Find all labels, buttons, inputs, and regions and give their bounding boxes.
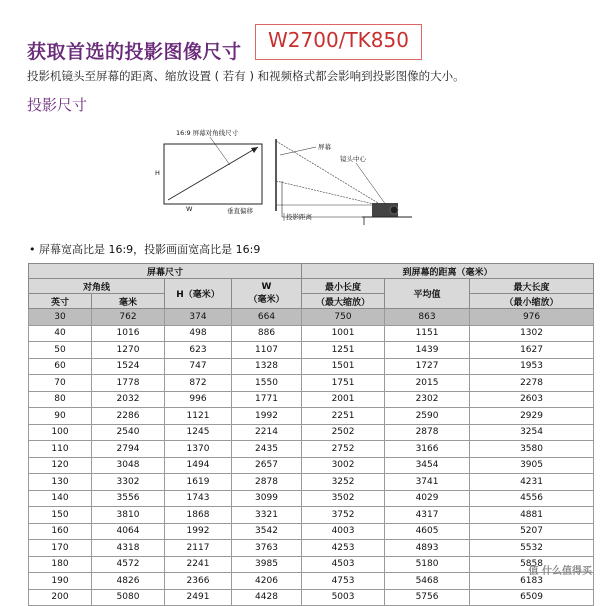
table-cell: 1524 [92, 358, 165, 375]
table-cell: 4572 [92, 556, 165, 573]
diag-leader-line [210, 137, 230, 165]
table-cell: 3556 [92, 490, 165, 507]
table-cell: 4318 [92, 540, 165, 557]
table-cell: 4003 [302, 523, 385, 540]
table-cell: 1001 [302, 325, 385, 342]
table-cell: 170 [29, 540, 92, 557]
table-cell: 2251 [302, 408, 385, 425]
table-cell: 1494 [165, 457, 232, 474]
table-cell: 4556 [470, 490, 594, 507]
table-cell: 190 [29, 573, 92, 590]
table-cell: 1501 [302, 358, 385, 375]
table-cell: 1751 [302, 375, 385, 392]
table-cell: 747 [165, 358, 232, 375]
table-cell: 2540 [92, 424, 165, 441]
table-row [29, 342, 594, 359]
section-subtitle: 投影尺寸 [27, 96, 88, 114]
table-cell: 150 [29, 507, 92, 524]
model-annotation-box [255, 24, 422, 60]
group-distance: 到屏幕的距离（毫米） [302, 264, 594, 279]
col-mm: 毫米 [92, 294, 165, 309]
table-cell: 3099 [232, 490, 302, 507]
table-cell: 3763 [232, 540, 302, 557]
table-cell: 4317 [385, 507, 470, 524]
table-row [29, 424, 594, 441]
table-cell: 1743 [165, 490, 232, 507]
screen-label: 屏幕 [318, 143, 331, 151]
table-cell: 3302 [92, 474, 165, 491]
table-row [29, 490, 594, 507]
table-row [29, 408, 594, 425]
table-row [29, 457, 594, 474]
table-row [29, 474, 594, 491]
table-cell: 3810 [92, 507, 165, 524]
table-cell: 120 [29, 457, 92, 474]
table-cell: 60 [29, 358, 92, 375]
table-body [29, 309, 594, 606]
table-cell: 1727 [385, 358, 470, 375]
table-cell: 80 [29, 391, 92, 408]
table-cell: 180 [29, 556, 92, 573]
table-cell: 4826 [92, 573, 165, 590]
screen-leader [280, 147, 316, 155]
table-cell: 2032 [92, 391, 165, 408]
table-cell: 3985 [232, 556, 302, 573]
col-max-top: 最大长度 [470, 279, 594, 294]
table-cell: 6183 [470, 573, 594, 590]
table-cell: 3502 [302, 490, 385, 507]
table-cell: 762 [92, 309, 165, 326]
table-cell: 30 [29, 309, 92, 326]
table-row [29, 375, 594, 392]
vertical-offset-label: 垂直偏移 [227, 207, 253, 215]
table-cell: 2491 [165, 589, 232, 606]
table-cell: 200 [29, 589, 92, 606]
table-cell: 90 [29, 408, 92, 425]
projection-size-table [28, 263, 594, 606]
table-cell: 5080 [92, 589, 165, 606]
table-cell: 2502 [302, 424, 385, 441]
col-width-top: W [261, 282, 272, 292]
table-row [29, 573, 594, 590]
diag-label: 16:9 屏幕对角线尺寸 [176, 129, 239, 137]
table-cell: 1107 [232, 342, 302, 359]
table-row [29, 507, 594, 524]
page-title: 获取首选的投影图像尺寸 [27, 41, 242, 63]
col-width [232, 279, 302, 309]
table-row [29, 309, 594, 326]
table-cell: 1627 [470, 342, 594, 359]
table-cell: 2603 [470, 391, 594, 408]
table-cell: 1550 [232, 375, 302, 392]
col-min-bottom: （最大缩放） [302, 294, 385, 309]
table-cell: 2657 [232, 457, 302, 474]
table-cell: 5532 [470, 540, 594, 557]
intro-text: 投影机镜头至屏幕的距离、缩放设置 ( 若有 ) 和视频格式都会影响到投影图像的大小。 [27, 69, 465, 83]
table-cell: 996 [165, 391, 232, 408]
table-row [29, 441, 594, 458]
table-row [29, 325, 594, 342]
table-cell: 5207 [470, 523, 594, 540]
table-cell: 3580 [470, 441, 594, 458]
table-cell: 374 [165, 309, 232, 326]
table-cell: 3321 [232, 507, 302, 524]
table-cell: 2590 [385, 408, 470, 425]
col-width-bottom: （毫米） [248, 295, 285, 305]
table-cell: 1151 [385, 325, 470, 342]
table-cell: 3048 [92, 457, 165, 474]
table-cell: 2878 [232, 474, 302, 491]
table-cell: 2878 [385, 424, 470, 441]
table-cell: 4881 [470, 507, 594, 524]
table-cell: 1328 [232, 358, 302, 375]
col-max-bottom: （最小缩放） [470, 294, 594, 309]
table-cell: 70 [29, 375, 92, 392]
table-cell: 976 [470, 309, 594, 326]
table-cell: 2435 [232, 441, 302, 458]
table-cell: 5003 [302, 589, 385, 606]
table-cell: 3252 [302, 474, 385, 491]
table-row [29, 589, 594, 606]
table-row [29, 556, 594, 573]
table-cell: 4503 [302, 556, 385, 573]
aspect-ratio-note: • 屏幕宽高比是 16:9，投影画面宽高比是 16:9 [29, 243, 261, 256]
table-cell: 4893 [385, 540, 470, 557]
table-cell: 1992 [232, 408, 302, 425]
table-cell: 3002 [302, 457, 385, 474]
table-cell: 3254 [470, 424, 594, 441]
table-cell: 498 [165, 325, 232, 342]
table-cell: 2366 [165, 573, 232, 590]
table-cell: 3741 [385, 474, 470, 491]
watermark: 值 什么值得买 [528, 566, 592, 577]
table-cell: 750 [302, 309, 385, 326]
screen-diagonal-line [168, 147, 258, 200]
table-cell: 2117 [165, 540, 232, 557]
table-cell: 140 [29, 490, 92, 507]
table-cell: 6509 [470, 589, 594, 606]
table-cell: 160 [29, 523, 92, 540]
table-cell: 1245 [165, 424, 232, 441]
diagonal-arrowhead [251, 147, 258, 153]
table-cell: 3752 [302, 507, 385, 524]
table-cell: 3905 [470, 457, 594, 474]
table-cell: 50 [29, 342, 92, 359]
table-cell: 1778 [92, 375, 165, 392]
table-cell: 2214 [232, 424, 302, 441]
col-height: H（毫米） [165, 279, 232, 309]
model-label: W2700/TK850 [268, 28, 409, 52]
table-cell: 1302 [470, 325, 594, 342]
table-cell: 2241 [165, 556, 232, 573]
table-row [29, 523, 594, 540]
col-min-top: 最小长度 [302, 279, 385, 294]
table-cell: 4029 [385, 490, 470, 507]
table-cell: 1439 [385, 342, 470, 359]
table-cell: 40 [29, 325, 92, 342]
table-cell: 1992 [165, 523, 232, 540]
table-cell: 100 [29, 424, 92, 441]
table-cell: 2278 [470, 375, 594, 392]
table-cell: 5756 [385, 589, 470, 606]
table-cell: 863 [385, 309, 470, 326]
table-row [29, 358, 594, 375]
table-cell: 1771 [232, 391, 302, 408]
w-label: W [186, 205, 193, 213]
projection-ray-bottom [276, 181, 378, 205]
table-cell: 1953 [470, 358, 594, 375]
h-label: H [155, 169, 160, 177]
table-cell: 886 [232, 325, 302, 342]
table-cell: 2929 [470, 408, 594, 425]
table-row [29, 540, 594, 557]
table-cell: 4753 [302, 573, 385, 590]
table-cell: 2015 [385, 375, 470, 392]
table-cell: 3542 [232, 523, 302, 540]
table-cell: 2302 [385, 391, 470, 408]
col-inch: 英寸 [29, 294, 92, 309]
table-cell: 2794 [92, 441, 165, 458]
table-cell: 1370 [165, 441, 232, 458]
table-cell: 3166 [385, 441, 470, 458]
table-cell: 1251 [302, 342, 385, 359]
table-cell: 4206 [232, 573, 302, 590]
table-cell: 1619 [165, 474, 232, 491]
table-cell: 623 [165, 342, 232, 359]
table-cell: 1270 [92, 342, 165, 359]
table-cell: 1121 [165, 408, 232, 425]
table-cell: 4605 [385, 523, 470, 540]
projection-diagram [150, 125, 420, 225]
projector-lens [390, 206, 398, 214]
table-cell: 4253 [302, 540, 385, 557]
table-cell: 2286 [92, 408, 165, 425]
table-cell: 130 [29, 474, 92, 491]
table-cell: 1868 [165, 507, 232, 524]
table-cell: 664 [232, 309, 302, 326]
table-cell: 3454 [385, 457, 470, 474]
table-cell: 2752 [302, 441, 385, 458]
table-cell: 4064 [92, 523, 165, 540]
table-cell: 4231 [470, 474, 594, 491]
lens-center-label: 镜头中心 [340, 155, 366, 163]
table-cell: 872 [165, 375, 232, 392]
table-cell: 5468 [385, 573, 470, 590]
col-average: 平均值 [385, 279, 470, 309]
table-cell: 5858 [470, 556, 594, 573]
table-cell: 5180 [385, 556, 470, 573]
col-diagonal: 对角线 [29, 279, 165, 294]
table-cell: 4428 [232, 589, 302, 606]
group-screen-size: 屏幕尺寸 [29, 264, 302, 279]
table-cell: 110 [29, 441, 92, 458]
table-cell: 1016 [92, 325, 165, 342]
projection-distance-label: 投影距离 [286, 213, 312, 221]
table-cell: 2001 [302, 391, 385, 408]
table-row [29, 391, 594, 408]
